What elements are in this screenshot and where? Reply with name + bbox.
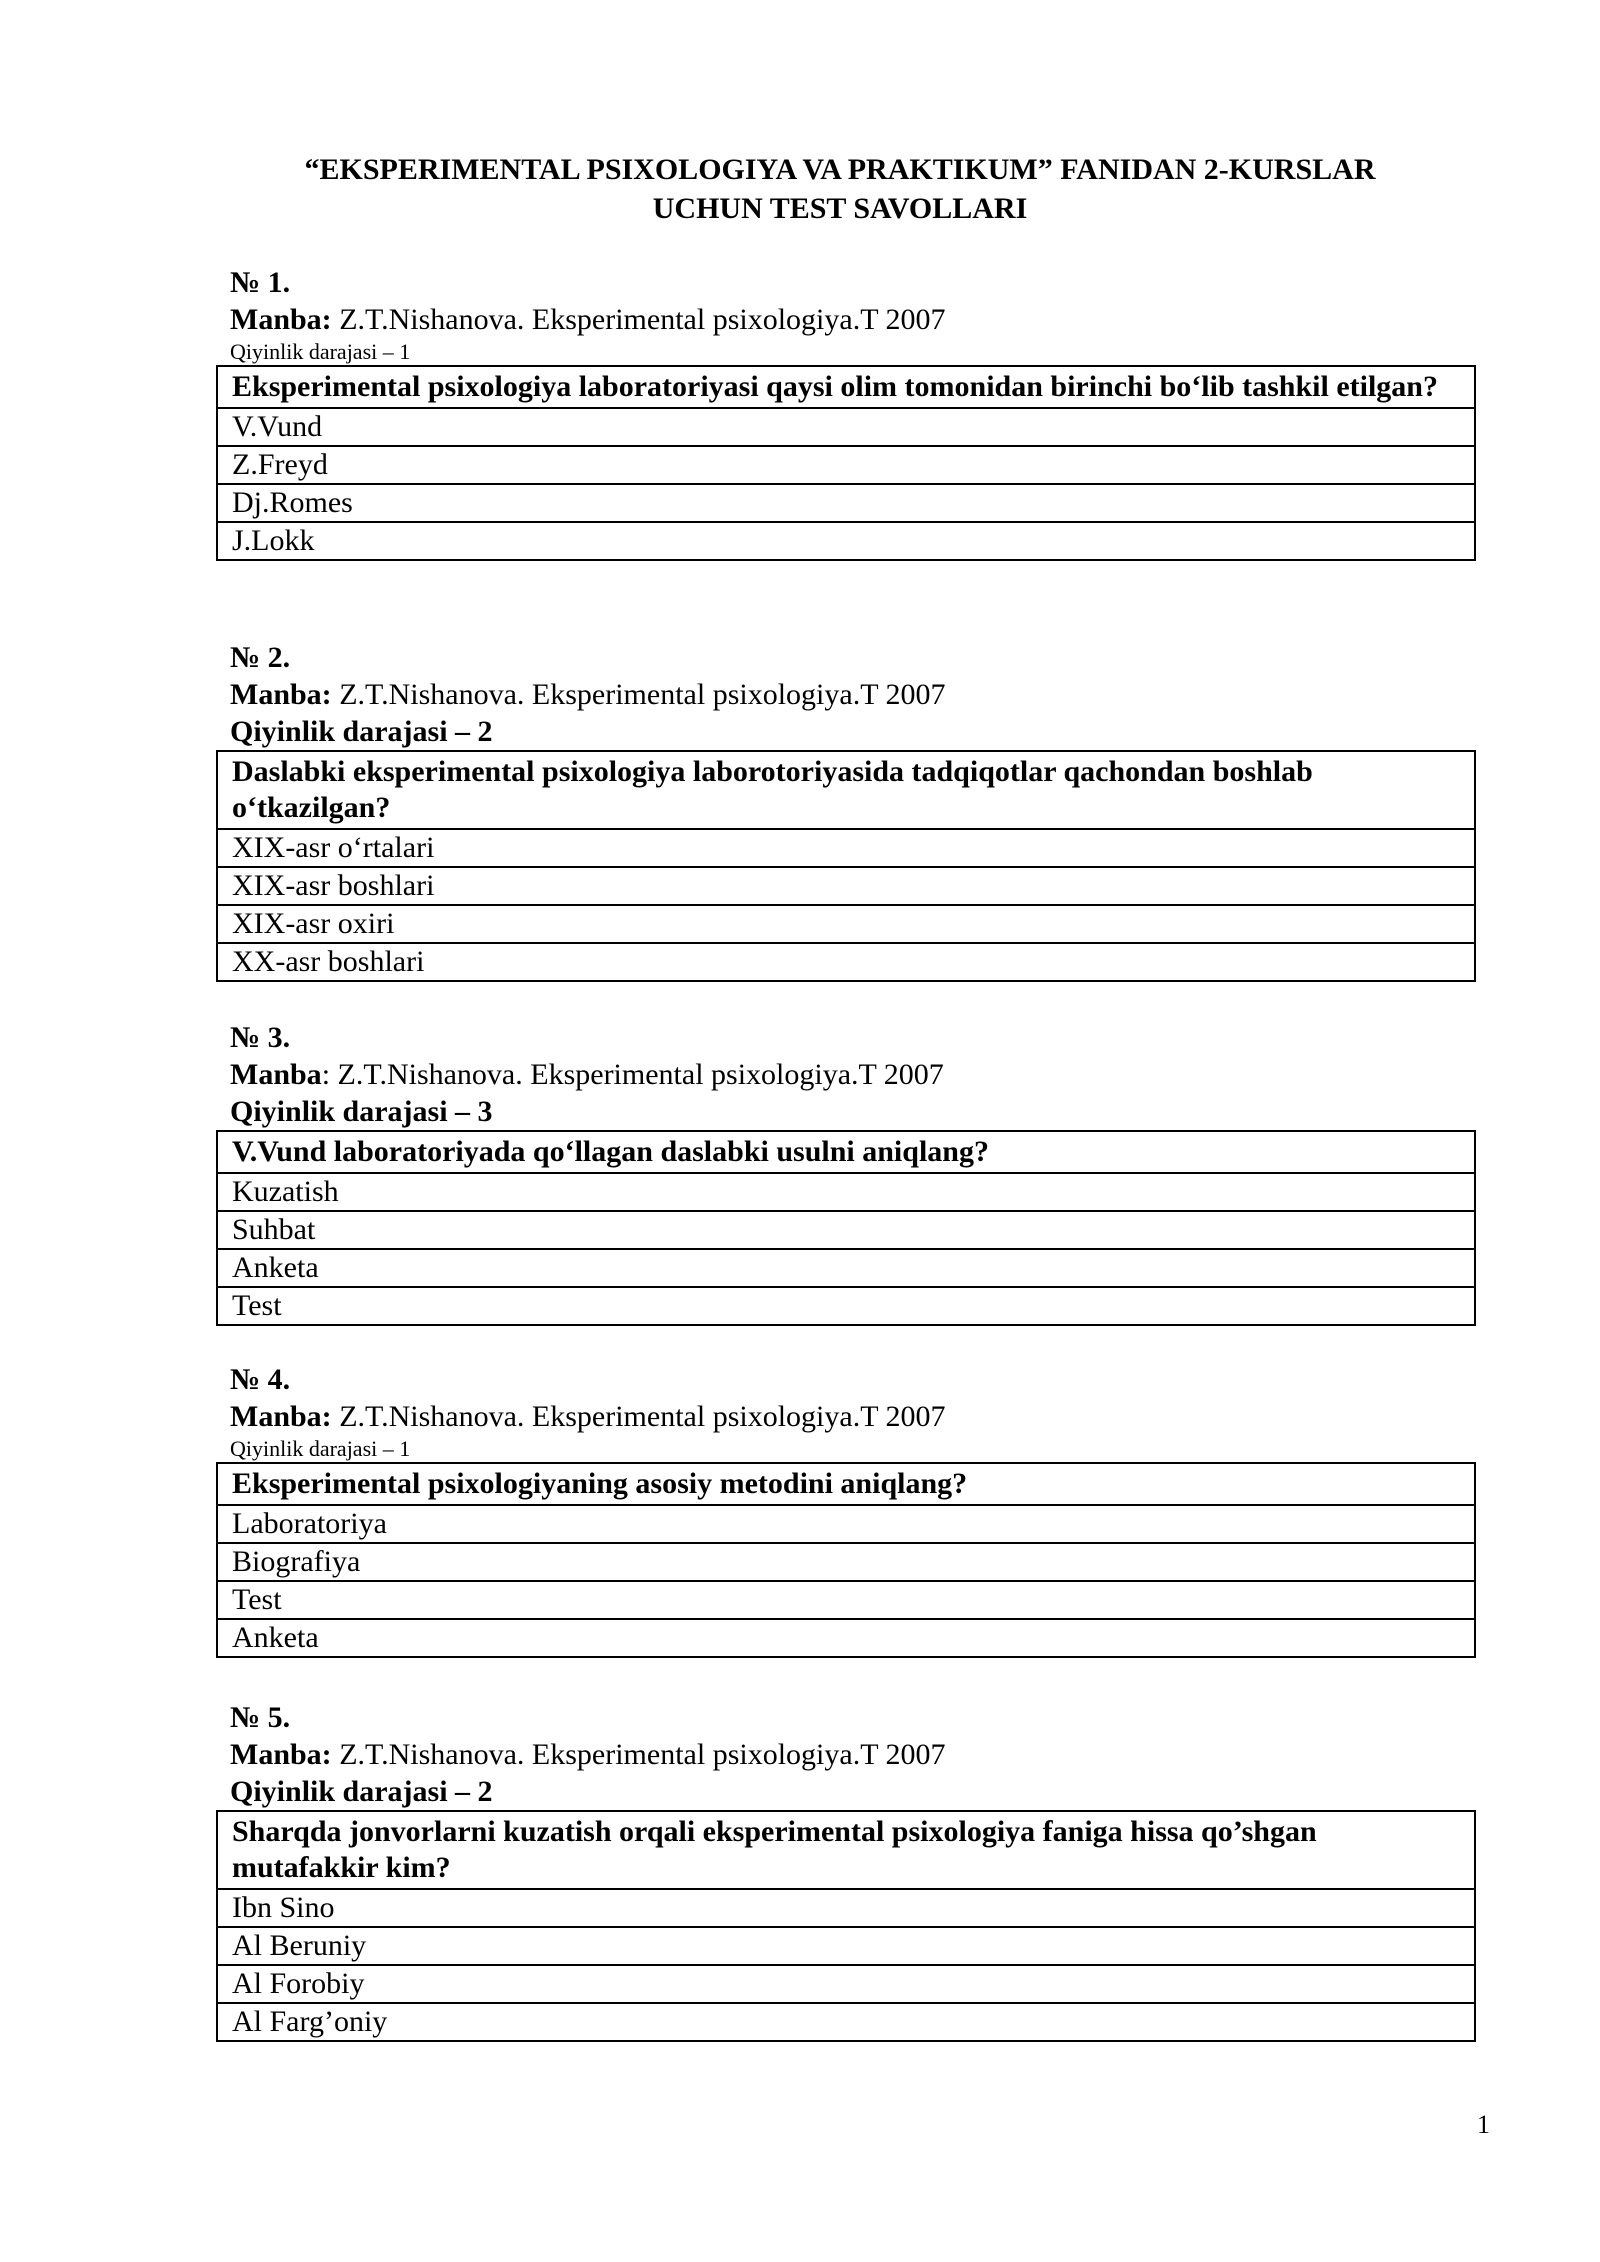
answer-option: XIX-asr boshlari — [217, 867, 1475, 905]
answer-option: XX-asr boshlari — [217, 943, 1475, 981]
source-label: Manba: — [230, 303, 332, 336]
source-label: Manba — [230, 1058, 322, 1091]
answer-option: Al Forobiy — [217, 1965, 1475, 2003]
question-table — [216, 1462, 1476, 1658]
question-table — [216, 1810, 1476, 2042]
source-text: Z.T.Nishanova. Eksperimental psixologiya.T 2007 — [339, 1738, 946, 1771]
question-block-3 — [216, 1020, 1476, 1326]
question-text: Sharqda jonvorlarni kuzatish orqali eksperimental psixologiya faniga hissa qo’shgan mutafakkir kim? — [217, 1811, 1475, 1889]
source-line — [216, 301, 1476, 339]
answer-option: Test — [217, 1581, 1475, 1619]
source-line — [216, 1056, 1476, 1094]
question-table — [216, 1130, 1476, 1326]
answer-option: Anketa — [217, 1249, 1475, 1287]
answer-option: Al Beruniy — [217, 1927, 1475, 1965]
source-text: Z.T.Nishanova. Eksperimental psixologiya.T 2007 — [339, 303, 946, 336]
question-block-2 — [216, 640, 1476, 982]
question-block-1 — [216, 265, 1476, 561]
answer-option: Laboratoriya — [217, 1505, 1475, 1543]
answer-option: Dj.Romes — [217, 484, 1475, 522]
title-line-1: “EKSPERIMENTAL PSIXOLOGIYA VA PRAKTIKUM” FANIDAN 2-KURSLAR — [304, 153, 1376, 186]
source-label: Manba: — [230, 1400, 332, 1433]
question-number: № 4. — [230, 1363, 291, 1396]
question-number: № 1. — [230, 266, 291, 299]
difficulty-level: Qiyinlik darajasi – 3 — [230, 1095, 493, 1128]
source-text: Z.T.Nishanova. Eksperimental psixologiya.T 2007 — [339, 1400, 946, 1433]
source-label: Manba: — [230, 678, 332, 711]
source-line — [216, 1736, 1476, 1774]
answer-option: V.Vund — [217, 408, 1475, 446]
question-number: № 3. — [230, 1021, 291, 1054]
answer-option: Kuzatish — [217, 1173, 1475, 1211]
source-label: Manba: — [230, 1738, 332, 1771]
document-title — [220, 150, 1460, 228]
question-text: Daslabki eksperimental psixologiya laborotoriyasida tadqiqotlar qachondan boshlab o‘tkazilgan? — [217, 751, 1475, 829]
page-number: 1 — [1477, 2110, 1490, 2139]
title-line-2: UCHUN TEST SAVOLLARI — [652, 192, 1028, 225]
answer-option: XIX-asr o‘rtalari — [217, 829, 1475, 867]
question-text: Eksperimental psixologiyaning asosiy metodini aniqlang? — [217, 1463, 1475, 1505]
difficulty-level: Qiyinlik darajasi – 2 — [230, 715, 493, 748]
question-table — [216, 750, 1476, 982]
question-table — [216, 365, 1476, 561]
source-line — [216, 676, 1476, 714]
answer-option: Al Farg’oniy — [217, 2003, 1475, 2041]
difficulty-level: Qiyinlik darajasi – 1 — [230, 1436, 411, 1461]
answer-option: Anketa — [217, 1619, 1475, 1657]
difficulty-level: Qiyinlik darajasi – 2 — [230, 1775, 493, 1808]
source-text: : Z.T.Nishanova. Eksperimental psixologiya.T 2007 — [321, 1058, 944, 1091]
answer-option: J.Lokk — [217, 522, 1475, 560]
question-number: № 5. — [230, 1701, 291, 1734]
question-text: V.Vund laboratoriyada qo‘llagan daslabki usulni aniqlang? — [217, 1131, 1475, 1173]
answer-option: Test — [217, 1287, 1475, 1325]
source-line — [216, 1398, 1476, 1436]
question-number: № 2. — [230, 641, 291, 674]
answer-option: XIX-asr oxiri — [217, 905, 1475, 943]
answer-option: Biografiya — [217, 1543, 1475, 1581]
difficulty-level: Qiyinlik darajasi – 1 — [230, 339, 411, 364]
answer-option: Ibn Sino — [217, 1889, 1475, 1927]
question-block-4 — [216, 1362, 1476, 1658]
source-text: Z.T.Nishanova. Eksperimental psixologiya.T 2007 — [339, 678, 946, 711]
answer-option: Z.Freyd — [217, 446, 1475, 484]
question-text: Eksperimental psixologiya laboratoriyasi qaysi olim tomonidan birinchi bo‘lib tashkil etilgan? — [217, 366, 1475, 408]
question-block-5 — [216, 1700, 1476, 2042]
answer-option: Suhbat — [217, 1211, 1475, 1249]
